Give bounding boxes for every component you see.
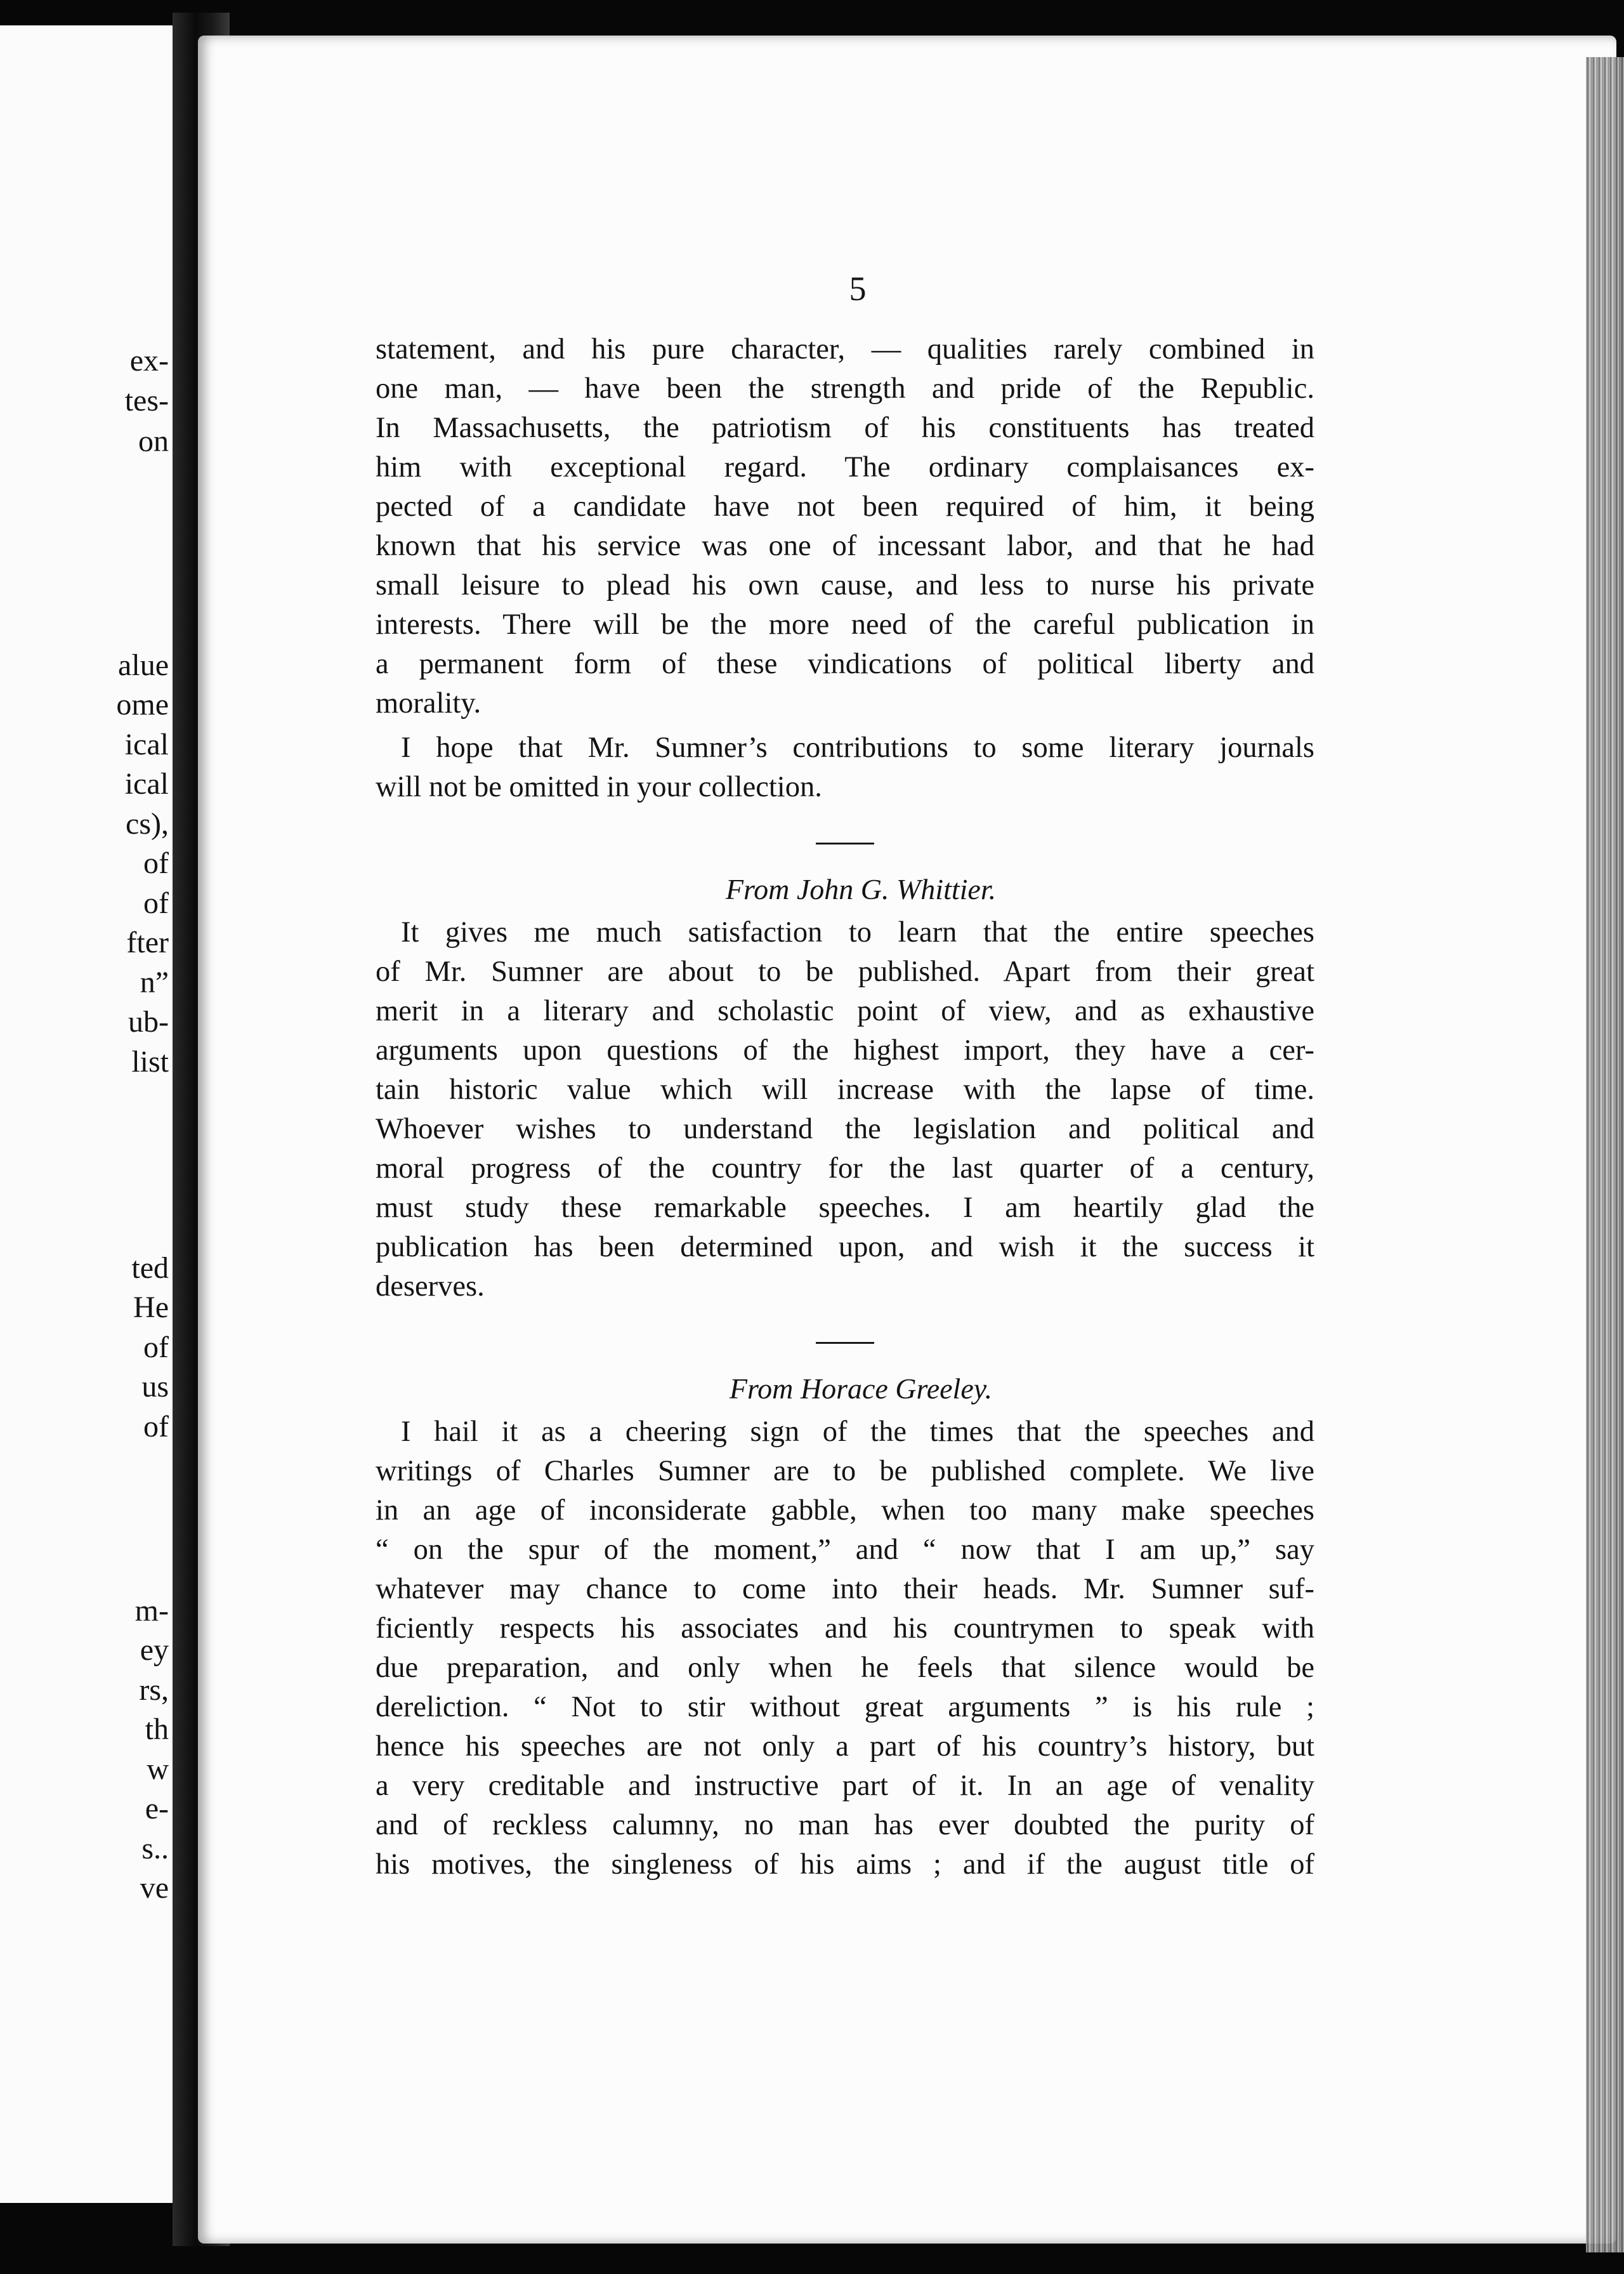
left-page-fragment: fter [126, 926, 169, 959]
text-line: whatever may chance to come into their heads. Mr. Sumner suf- [376, 1573, 1314, 1605]
section-divider [816, 843, 874, 845]
left-page-fragment: e- [145, 1792, 169, 1825]
text-line: ficiently respects his associates and his countrymen to speak with [376, 1612, 1314, 1645]
page-edge-stack [1586, 57, 1624, 2252]
left-page-fragment: ome [116, 688, 169, 721]
left-page-fragment: n” [140, 966, 169, 999]
left-page-fragment: cs), [126, 807, 169, 841]
text-line: small leisure to plead his own cause, and less to nurse his private [376, 569, 1314, 601]
text-line: In Massachusetts, the patriotism of his constituents has treated [376, 412, 1314, 444]
text-line: merit in a literary and scholastic point of view, and as exhaustive [376, 995, 1314, 1027]
text-line: a very creditable and instructive part of it. In an age of venality [376, 1770, 1314, 1802]
letter-heading-whittier: From John G. Whittier. [725, 873, 997, 905]
text-line: arguments upon questions of the highest import, they have a cer- [376, 1034, 1314, 1067]
section-divider [816, 1342, 874, 1344]
left-page-fragment: s.. [141, 1832, 169, 1865]
left-page-fragment: ted [131, 1251, 169, 1285]
text-line: I hail it as a cheering sign of the times that the speeches and [401, 1416, 1314, 1448]
text-line: will not be omitted in your collection. [376, 771, 822, 803]
text-line: in an age of inconsiderate gabble, when too many make speeches [376, 1494, 1314, 1527]
text-line: writings of Charles Sumner are to be published complete. We live [376, 1455, 1314, 1487]
text-line: statement, and his pure character, — qualities rarely combined in [376, 333, 1314, 365]
text-line: “ on the spur of the moment,” and “ now that I am up,” say [376, 1534, 1314, 1566]
left-page-fragment: m- [134, 1594, 169, 1627]
left-page-fragment: ical [124, 728, 169, 761]
text-line: him with exceptional regard. The ordinary complaisances ex- [376, 451, 1314, 483]
letter-body-whittier [376, 913, 1314, 1306]
left-page-fragment: ub- [128, 1005, 169, 1039]
left-page-fragment: us [141, 1370, 169, 1403]
left-page-fragment: of [143, 846, 169, 880]
text-line: his motives, the singleness of his aims ; and if the august title of [376, 1848, 1314, 1881]
left-page-fragment: tes- [124, 384, 169, 417]
closing-paragraph [376, 728, 1314, 807]
text-line: a permanent form of these vindications of political liberty and [376, 648, 1314, 680]
text-line: and of reckless calumny, no man has ever doubted the purity of [376, 1809, 1314, 1841]
text-line: tain historic value which will increase with the lapse of time. [376, 1074, 1314, 1106]
letter-heading-greeley: From Horace Greeley. [729, 1372, 993, 1405]
left-page-fragment: rs, [139, 1673, 169, 1707]
page-text-block [376, 266, 1314, 1884]
left-page-fragment: th [145, 1712, 169, 1746]
text-line: moral progress of the country for the last quarter of a century, [376, 1152, 1314, 1185]
left-page-fragment: He [133, 1291, 169, 1324]
text-line: one man, — have been the strength and pride of the Republic. [376, 372, 1314, 405]
text-line: I hope that Mr. Sumner’s contributions to some literary journals [401, 732, 1314, 764]
left-page-fragment: of [143, 886, 169, 920]
text-line: dereliction. “ Not to stir without great arguments ” is his rule ; [376, 1691, 1314, 1723]
text-line: of Mr. Sumner are about to be published. Apart from their great [376, 956, 1314, 988]
left-facing-page [0, 25, 173, 2203]
text-line: It gives me much satisfaction to learn that the entire speeches [401, 916, 1314, 949]
letter-body-greeley [376, 1412, 1314, 1884]
text-line: publication has been determined upon, and wish it the success it [376, 1231, 1314, 1263]
text-line: hence his speeches are not only a part of his country’s history, but [376, 1730, 1314, 1763]
left-page-fragment: on [138, 424, 169, 458]
left-page-fragment: alue [118, 648, 169, 682]
text-line: Whoever wishes to understand the legislation and political and [376, 1113, 1314, 1145]
text-line: pected of a candidate have not been required of him, it being [376, 490, 1314, 523]
left-page-fragment: ve [140, 1871, 169, 1905]
text-line: due preparation, and only when he feels that silence would be [376, 1652, 1314, 1684]
left-page-fragment: of [143, 1410, 169, 1443]
left-page-fragment: of [143, 1331, 169, 1364]
opening-paragraph [376, 330, 1314, 723]
left-page-fragment: ex- [129, 344, 169, 378]
text-line: must study these remarkable speeches. I am heartily glad the [376, 1192, 1314, 1224]
left-page-fragment: ical [124, 767, 169, 801]
text-line: morality. [376, 687, 481, 720]
text-line: interests. There will be the more need of the careful publication in [376, 608, 1314, 641]
left-page-fragment: ey [140, 1633, 169, 1667]
left-page-fragment: w [147, 1752, 169, 1786]
page-number: 5 [849, 270, 867, 308]
left-page-fragment: list [131, 1045, 169, 1079]
left-page-text-fragments [0, 25, 173, 2203]
text-line: known that his service was one of incessant labor, and that he had [376, 530, 1314, 562]
text-line: deserves. [376, 1270, 485, 1303]
